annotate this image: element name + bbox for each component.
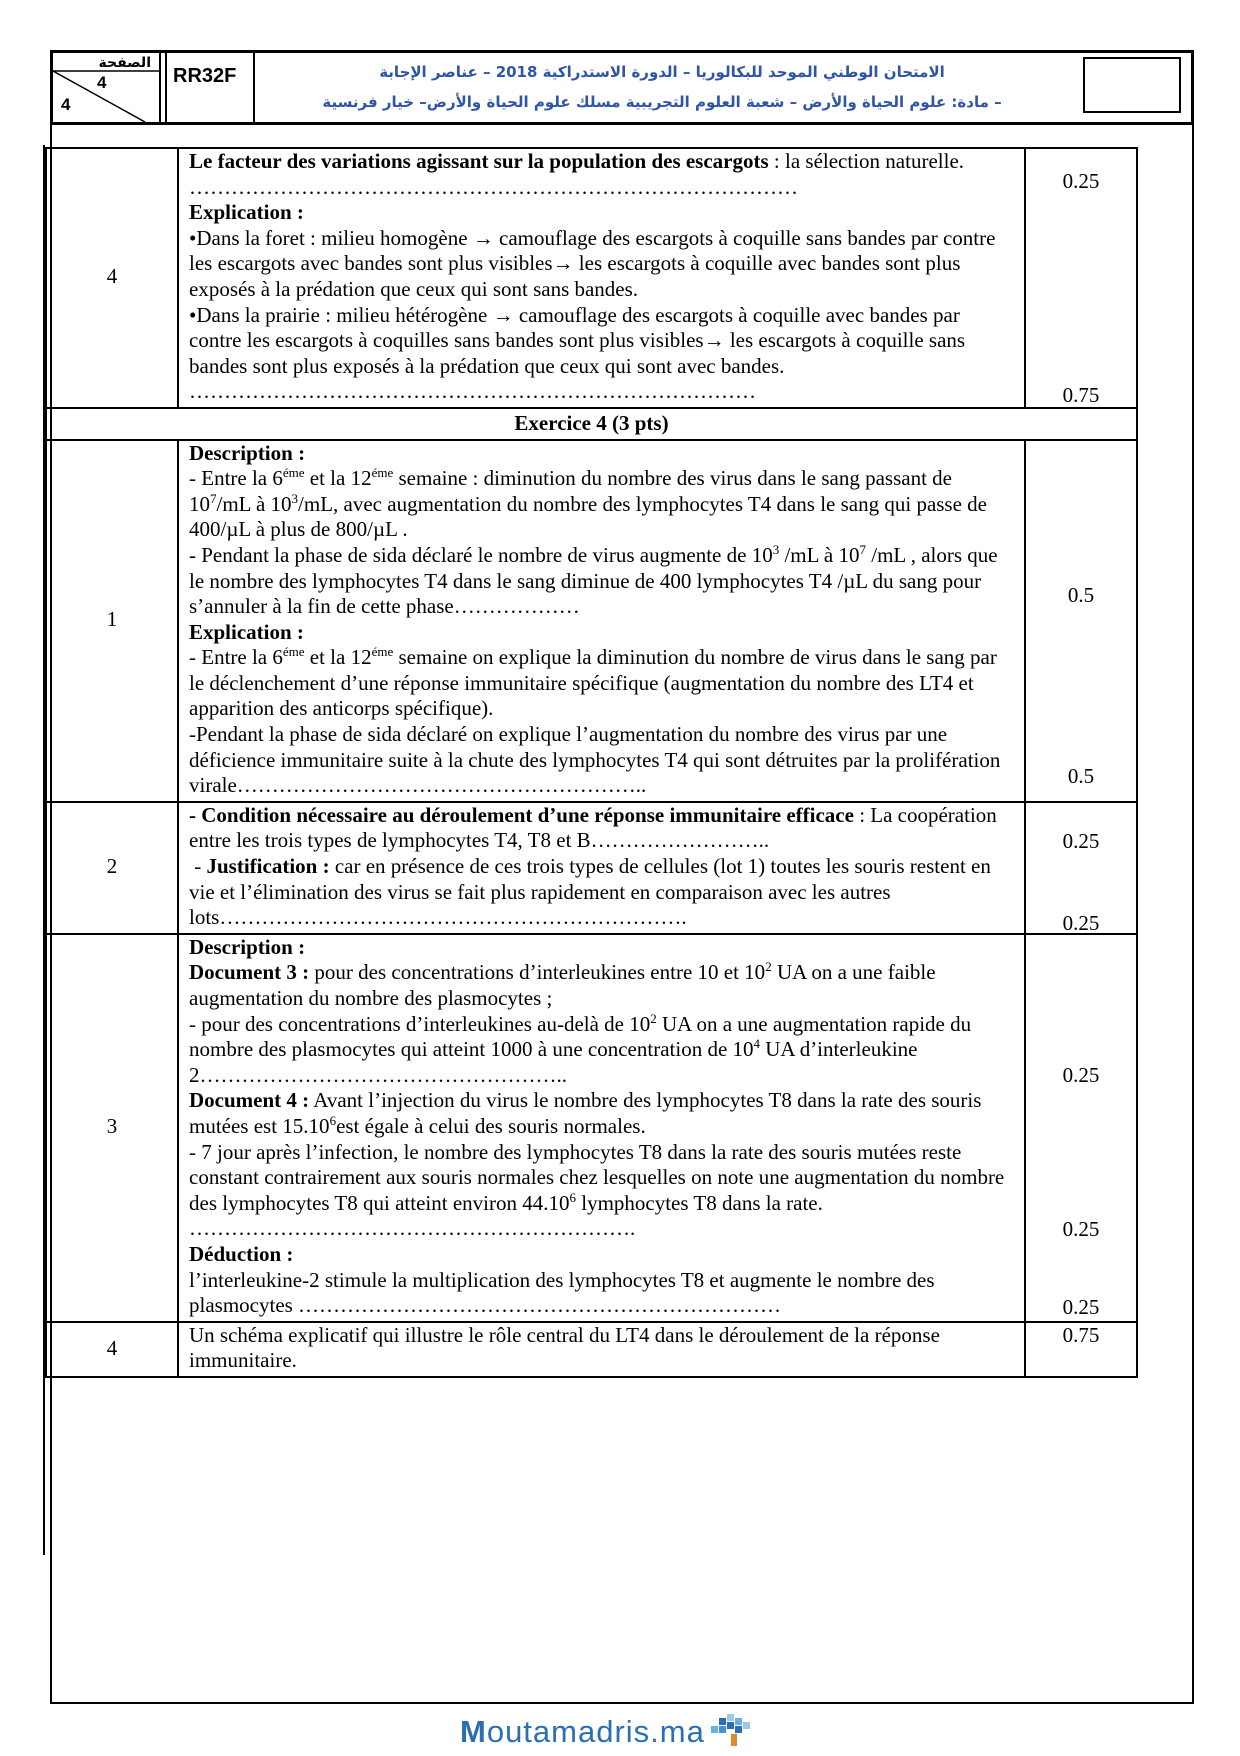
question-number: 2 — [46, 802, 178, 934]
question-number: 4 — [46, 148, 178, 408]
points-cell — [1025, 934, 1137, 1322]
document-3-label: Document 3 : — [189, 960, 310, 985]
points: 0.25 — [1062, 828, 1100, 853]
exam-code: RR32F — [165, 53, 255, 122]
page-label: الصفحة — [98, 55, 151, 71]
justification-label: Justification : — [206, 854, 330, 879]
points: 0.5 — [1067, 582, 1095, 607]
points-cell — [1025, 440, 1137, 802]
points: 0.75 — [1062, 383, 1100, 407]
condition-label: - Condition nécessaire au déroulement d’une réponse immunitaire efficace — [189, 802, 854, 827]
description-label: Description : — [189, 934, 306, 959]
points: 0.25 — [1062, 1062, 1100, 1087]
answer-table — [45, 147, 1138, 1378]
question-title: Le facteur des variations agissant sur la population des escargots — [189, 149, 769, 173]
bullet-prairie: •Dans la prairie : milieu hétérogène → camouflage des escargots à coquille avec bandes par contre les escargots à coquilles sans bandes sont plus visibles→ les escargots à coquille sans bandes sont plus exposés à la prédation que ceux qui sont avec bandes. ……………………………………………………………………… — [189, 302, 966, 404]
explication-label: Explication : — [189, 200, 304, 225]
page-number: 4 — [97, 73, 107, 92]
points: 0.25 — [1062, 1294, 1100, 1319]
table-row — [46, 802, 1137, 934]
answer-cell: Description : Document 3 : pour des concentrations d’interleukines entre 10 et $10^2$ UA on a une faible augmentation du nombre des plasmocytes ; - pour des concentrations d’interleukines au-delà de $10^2$ UA on a une augmentation rapide du nombre des plasmocytes qui atteint 1000 à une concentration de $10^4$ UA d’interleukine 2…………………………………………….. Document 4 : Avant l’injection du virus le nombre des lymphocytes T8 dans la rate des souris mutées est 15.10$^6$est égale à celui des souris normales. - 7 jour après l’infection, le nombre des lymphocytes T8 dans la rate des souris mutées reste constant contrairement aux souris normales chez lesquelles on note une augmentation du nombre des lymphocytes T8 qui atteint environ 44.10$^6$ lymphocytes T8 dans la rate. ………………………………………………………. Déduction : l’interleukine-2 stimule la multiplication des lymphocytes T8 et augmente le nombre des plasmocytes …………………………………………………………… — [178, 934, 1025, 1322]
points-cell — [1025, 802, 1137, 934]
header — [50, 50, 1194, 125]
answer-cell: Le facteur des variations agissant sur la population des escargots : la sélection naturelle. …………………………………………………………………………… Explication : •Dans la foret : milieu homogène → camouflage des escargots à coquille sans bandes par contre les escargots avec bandes sont plus visibles→ les escargots à coquille avec bandes sont plus exposés à la prédation que ceux qui sont sans bandes. •Dans la prairie : milieu hétérogène → camouflage des escargots à coquille avec bandes par contre les escargots à coquilles sans bandes sont plus visibles→ les escargots à coquille sans bandes sont plus exposés à la prédation que ceux qui sont avec bandes. ……………………………………………………………………… — [178, 148, 1025, 408]
question-number: 1 — [46, 440, 178, 802]
page-number-box — [53, 53, 161, 122]
exam-title — [263, 57, 1061, 117]
question-number: 3 — [46, 934, 178, 1322]
answer-cell: Description : - Entre la $6^{éme}$ et la $12^{éme}$ semaine : diminution du nombre des virus dans le sang passant de $10^7/mL$ à $10^3/mL$, avec augmentation du nombre des lymphocytes T4 dans le sang qui passe de 400/µL à plus de 800/µL . - Pendant la phase de sida déclaré le nombre de virus augmente de $10^3$ /mL à $10^7$ /mL , alors que le nombre des lymphocytes T4 dans le sang diminue de 400 lymphocytes T4 /µL du sang pour s’annuler à la fin de cette phase……………… Explication : - Entre la $6^{éme}$ et la $12^{éme}$ semaine on explique la diminution du nombre de virus dans le sang par le déclenchement d’une réponse immunitaire spécifique (augmentation du nombre des LT4 et apparition des anticorps spécifique). -Pendant la phase de sida déclaré on explique l’augmentation du nombre des virus par une déficience immunitaire suite à la chute des lymphocytes T4 qui sont détruites par la prolifération virale………………………………………………….. — [178, 440, 1025, 802]
points-cell — [1025, 148, 1137, 408]
explication-label: Explication : — [189, 619, 304, 644]
points: 0.25 — [1062, 169, 1100, 193]
description-label: Description : — [189, 440, 306, 465]
table-row — [46, 148, 1137, 408]
title-line-1: الامتحان الوطني الموحد للبكالوريا – الدورة الاستدراكية 2018 – عناصر الإجابة — [379, 63, 945, 81]
page-total: 4 — [61, 95, 71, 114]
exercise-heading: Exercice 4 (3 pts) — [46, 408, 1137, 440]
table-row — [46, 1322, 1137, 1377]
answer-cell: Un schéma explicatif qui illustre le rôle central du LT4 dans le déroulement de la réponse immunitaire. — [178, 1322, 1025, 1377]
points: 0.25 — [1062, 1216, 1100, 1241]
table-row — [46, 934, 1137, 1322]
deduction-label: Déduction : — [189, 1241, 294, 1266]
points: 0.5 — [1067, 763, 1095, 788]
points: 0.25 — [1062, 910, 1100, 935]
table-row — [46, 408, 1137, 440]
document-4-label: Document 4 : — [189, 1088, 310, 1113]
points-cell — [1025, 1322, 1137, 1377]
logo-pixel-icon — [709, 1712, 755, 1756]
bullet-foret: •Dans la foret : milieu homogène → camouflage des escargots à coquille sans bandes par contre les escargots avec bandes sont plus visibles→ les escargots à coquille avec bandes sont plus exposés à la prédation que ceux qui sont sans bandes. — [189, 225, 996, 301]
site-logo: Moutamadris.ma — [460, 1712, 755, 1756]
empty-box — [1083, 57, 1181, 113]
answer-cell: - Condition nécessaire au déroulement d’une réponse immunitaire efficace : La coopération entre les trois types de lymphocytes T4, T8 et B…………………….. - Justification : car en présence de ces trois types de cellules (lot 1) toutes les souris restent en vie et l’élimination des virus se fait plus rapidement en comparaison avec les autres lots…………………………………………………………. — [178, 802, 1025, 934]
table-row — [46, 440, 1137, 802]
points: 0.75 — [1062, 1322, 1100, 1347]
title-line-2: – مادة: علوم الحياة والأرض – شعبة العلوم التجريبية مسلك علوم الحياة والأرض– خيار فرنسية — [322, 93, 1002, 111]
question-number: 4 — [46, 1322, 178, 1377]
